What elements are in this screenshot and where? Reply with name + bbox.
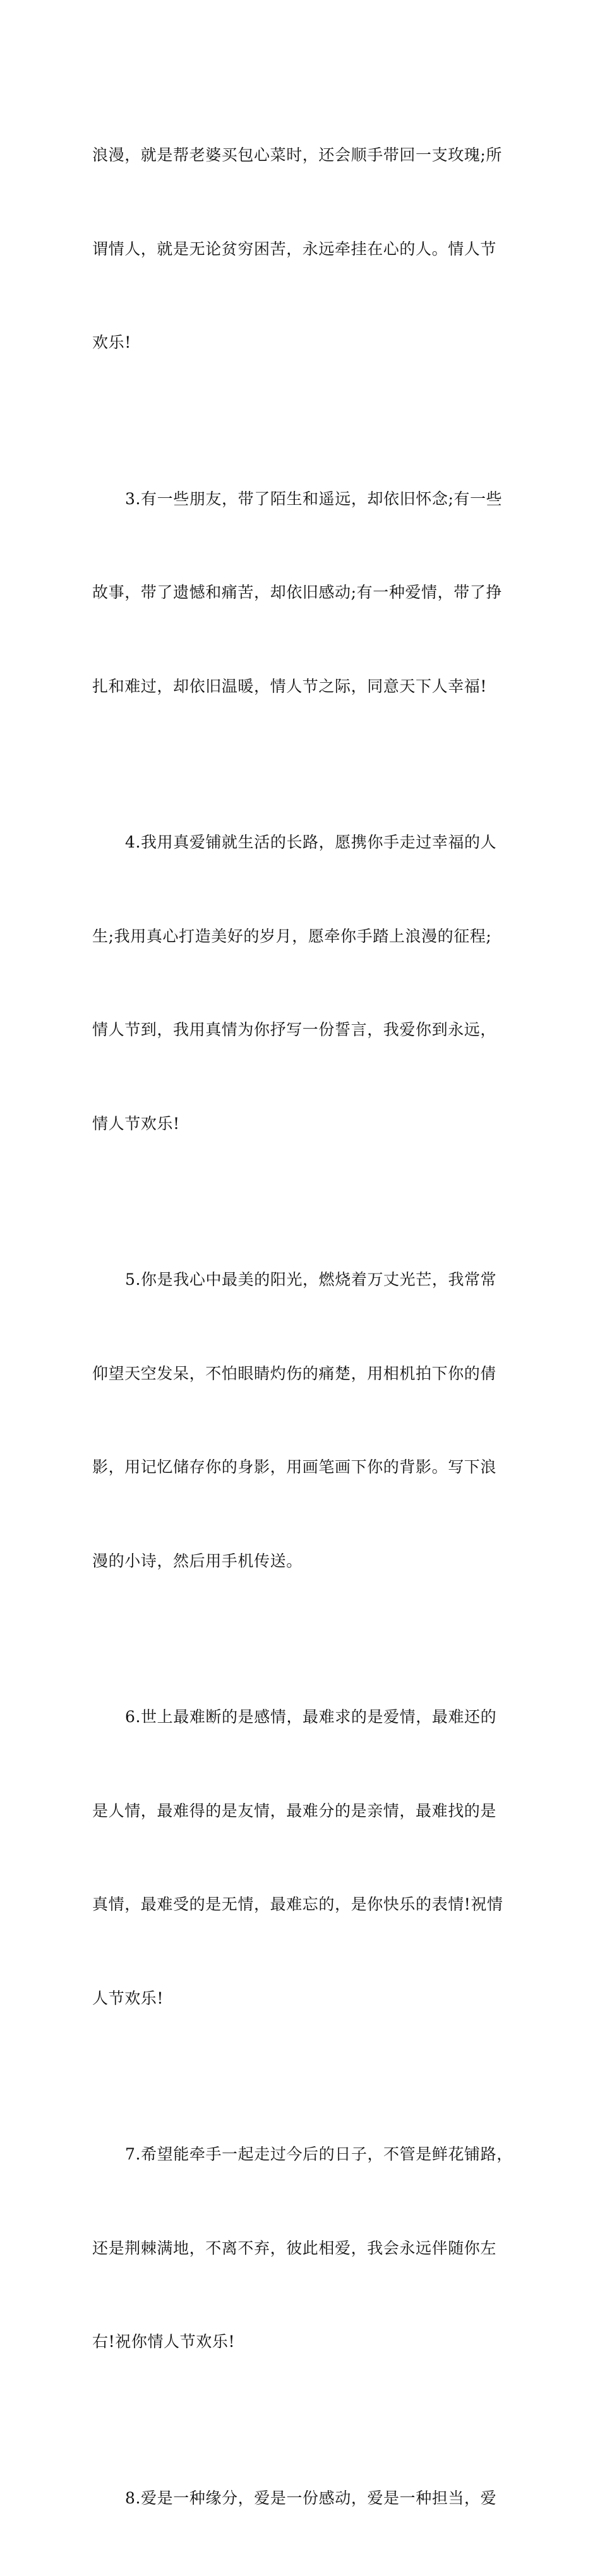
- document-body: [92, 77, 513, 2576]
- text-line: 谓情人，就是无论贫穷困苦，永远牵挂在心的人。情人节: [92, 233, 513, 265]
- text-line: 浪漫，就是帮老婆买包心菜时，还会顺手带回一支玫瑰;所: [92, 139, 513, 171]
- text-line: 影，用记忆储存你的身影，用画笔画下你的背影。写下浪: [92, 1451, 513, 1483]
- text-line: 8.爱是一种缘分，爱是一份感动，爱是一种担当，爱: [92, 2483, 513, 2514]
- text-line: 人节欢乐!: [92, 1983, 513, 2014]
- text-line: 4.我用真爱铺就生活的长路，愿携你手走过幸福的人: [92, 827, 513, 858]
- text-line: 右!祝你情人节欢乐!: [92, 2326, 513, 2358]
- text-line: 欢乐!: [92, 327, 513, 358]
- paragraph-item-7: [92, 2076, 513, 2420]
- text-line: 故事，带了遗憾和痛苦，却依旧感动;有一种爱情，带了挣: [92, 577, 513, 608]
- paragraph-item-5: [92, 1202, 513, 1639]
- paragraph-item-6: [92, 1639, 513, 2076]
- text-line: 情人节到，我用真情为你抒写一份誓言，我爱你到永远，: [92, 1014, 513, 1046]
- text-line: 3.有一些朋友，带了陌生和遥远，却依旧怀念;有一些: [92, 483, 513, 515]
- text-line: 扎和难过，却依旧温暖，情人节之际，同意天下人幸福!: [92, 671, 513, 702]
- text-line: 情人节欢乐!: [92, 1108, 513, 1140]
- text-line: 生;我用真心打造美好的岁月，愿牵你手踏上浪漫的征程;: [92, 921, 513, 952]
- document-page: [0, 0, 600, 848]
- text-line: 漫的小诗，然后用手机传送。: [92, 1545, 513, 1577]
- paragraph-item-8: [92, 2420, 513, 2576]
- text-line: 是人情，最难得的是友情，最难分的是亲情，最难找的是: [92, 1795, 513, 1827]
- text-line: 6.世上最难断的是感情，最难求的是爱情，最难还的: [92, 1701, 513, 1733]
- paragraph-continuation: [92, 77, 513, 421]
- text-line: 还是荆棘满地，不离不弃，彼此相爱，我会永远伴随你左: [92, 2233, 513, 2264]
- text-line: 5.你是我心中最美的阳光，燃烧着万丈光芒，我常常: [92, 1264, 513, 1296]
- text-line: 仰望天空发呆，不怕眼睛灼伤的痛楚，用相机拍下你的倩: [92, 1358, 513, 1390]
- text-line: 7.希望能牵手一起走过今后的日子，不管是鲜花铺路，: [92, 2139, 513, 2170]
- paragraph-item-4: [92, 764, 513, 1202]
- text-line: 真情，最难受的是无情，最难忘的，是你快乐的表情!祝情: [92, 1889, 513, 1920]
- paragraph-item-3: [92, 421, 513, 765]
